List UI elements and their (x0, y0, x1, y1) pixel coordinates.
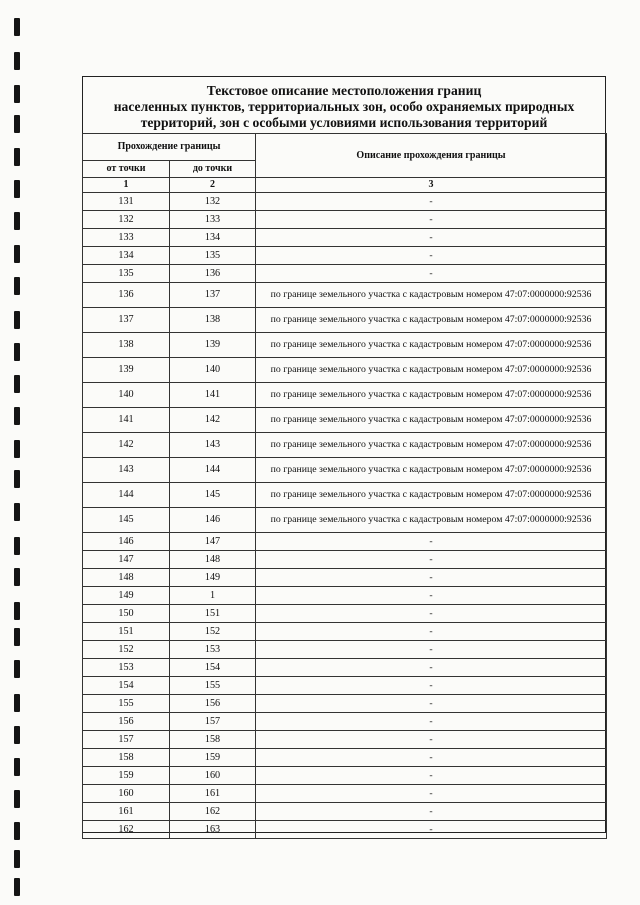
from-point-cell: 142 (83, 433, 170, 458)
header-to-point: до точки (170, 161, 256, 178)
to-point-cell: 143 (170, 433, 256, 458)
binding-hole (14, 660, 20, 678)
to-point-cell: 138 (170, 308, 256, 333)
from-point-cell: 147 (83, 551, 170, 569)
binding-hole (14, 407, 20, 425)
description-cell: - (256, 265, 607, 283)
binding-hole (14, 790, 20, 808)
from-point-cell: 132 (83, 211, 170, 229)
to-point-cell: 136 (170, 265, 256, 283)
binding-hole (14, 311, 20, 329)
to-point-cell: 152 (170, 623, 256, 641)
to-point-cell: 133 (170, 211, 256, 229)
table-row (83, 458, 607, 483)
table-row (83, 358, 607, 383)
document-frame (82, 76, 606, 833)
to-point-cell: 159 (170, 749, 256, 767)
description-cell: по границе земельного участка с кадастровым номером 47:07:0000000:92536 (256, 458, 607, 483)
description-cell: - (256, 533, 607, 551)
description-cell: - (256, 677, 607, 695)
binding-hole (14, 440, 20, 458)
table-row (83, 508, 607, 533)
description-cell: - (256, 641, 607, 659)
description-cell: - (256, 247, 607, 265)
description-cell: - (256, 695, 607, 713)
table-row (83, 533, 607, 551)
binding-hole (14, 18, 20, 36)
to-point-cell: 161 (170, 785, 256, 803)
table-row (83, 695, 607, 713)
from-point-cell: 155 (83, 695, 170, 713)
table-row (83, 587, 607, 605)
description-cell: - (256, 587, 607, 605)
binding-hole (14, 537, 20, 555)
to-point-cell: 153 (170, 641, 256, 659)
description-cell: - (256, 211, 607, 229)
to-point-cell: 134 (170, 229, 256, 247)
from-point-cell: 162 (83, 821, 170, 839)
description-cell: - (256, 569, 607, 587)
boundary-table (82, 133, 607, 839)
from-point-cell: 160 (83, 785, 170, 803)
from-point-cell: 157 (83, 731, 170, 749)
binding-hole (14, 822, 20, 840)
binding-hole (14, 277, 20, 295)
to-point-cell: 158 (170, 731, 256, 749)
table-row (83, 749, 607, 767)
header-from-point: от точки (83, 161, 170, 178)
binding-hole (14, 694, 20, 712)
table-row (83, 713, 607, 731)
to-point-cell: 149 (170, 569, 256, 587)
to-point-cell: 157 (170, 713, 256, 731)
from-point-cell: 154 (83, 677, 170, 695)
from-point-cell: 136 (83, 283, 170, 308)
from-point-cell: 148 (83, 569, 170, 587)
table-row (83, 659, 607, 677)
description-cell: - (256, 551, 607, 569)
description-cell: - (256, 659, 607, 677)
table-row (83, 731, 607, 749)
binding-hole (14, 602, 20, 620)
from-point-cell: 158 (83, 749, 170, 767)
from-point-cell: 144 (83, 483, 170, 508)
description-cell: - (256, 623, 607, 641)
table-row (83, 677, 607, 695)
from-point-cell: 143 (83, 458, 170, 483)
binding-holes (14, 0, 22, 905)
binding-hole (14, 628, 20, 646)
from-point-cell: 141 (83, 408, 170, 433)
to-point-cell: 144 (170, 458, 256, 483)
description-cell: - (256, 713, 607, 731)
description-cell: по границе земельного участка с кадастровым номером 47:07:0000000:92536 (256, 383, 607, 408)
from-point-cell: 131 (83, 193, 170, 211)
binding-hole (14, 148, 20, 166)
to-point-cell: 140 (170, 358, 256, 383)
to-point-cell: 132 (170, 193, 256, 211)
table-row (83, 569, 607, 587)
header-col-2: 2 (170, 178, 256, 193)
binding-hole (14, 726, 20, 744)
description-cell: - (256, 803, 607, 821)
description-cell: - (256, 229, 607, 247)
binding-hole (14, 245, 20, 263)
description-cell: по границе земельного участка с кадастровым номером 47:07:0000000:92536 (256, 283, 607, 308)
binding-hole (14, 850, 20, 868)
from-point-cell: 153 (83, 659, 170, 677)
to-point-cell: 155 (170, 677, 256, 695)
table-row (83, 821, 607, 839)
binding-hole (14, 503, 20, 521)
from-point-cell: 152 (83, 641, 170, 659)
table-body (83, 193, 607, 839)
to-point-cell: 141 (170, 383, 256, 408)
description-cell: по границе земельного участка с кадастровым номером 47:07:0000000:92536 (256, 308, 607, 333)
title-line-2: населенных пунктов, территориальных зон, особо охраняемых природных (113, 99, 575, 114)
to-point-cell: 142 (170, 408, 256, 433)
binding-hole (14, 52, 20, 70)
description-cell: по границе земельного участка с кадастровым номером 47:07:0000000:92536 (256, 358, 607, 383)
table-row (83, 383, 607, 408)
from-point-cell: 149 (83, 587, 170, 605)
to-point-cell: 145 (170, 483, 256, 508)
table-row (83, 605, 607, 623)
table-row (83, 211, 607, 229)
binding-hole (14, 568, 20, 586)
description-cell: по границе земельного участка с кадастровым номером 47:07:0000000:92536 (256, 408, 607, 433)
description-cell: по границе земельного участка с кадастровым номером 47:07:0000000:92536 (256, 433, 607, 458)
header-col-3: 3 (256, 178, 607, 193)
table-row (83, 408, 607, 433)
from-point-cell: 134 (83, 247, 170, 265)
description-cell: - (256, 605, 607, 623)
to-point-cell: 163 (170, 821, 256, 839)
table-row (83, 308, 607, 333)
from-point-cell: 139 (83, 358, 170, 383)
title-line-1: Текстовое описание местоположения границ (206, 83, 482, 98)
from-point-cell: 140 (83, 383, 170, 408)
from-point-cell: 161 (83, 803, 170, 821)
to-point-cell: 162 (170, 803, 256, 821)
binding-hole (14, 85, 20, 103)
to-point-cell: 148 (170, 551, 256, 569)
binding-hole (14, 878, 20, 896)
description-cell: - (256, 731, 607, 749)
to-point-cell: 135 (170, 247, 256, 265)
table-row (83, 229, 607, 247)
description-cell: - (256, 193, 607, 211)
title-line-3: территорий, зон с особыми условиями использования территорий (140, 115, 548, 130)
description-cell: - (256, 767, 607, 785)
to-point-cell: 146 (170, 508, 256, 533)
table-row (83, 433, 607, 458)
binding-hole (14, 115, 20, 133)
header-description: Описание прохождения границы (256, 134, 607, 178)
description-cell: - (256, 821, 607, 839)
description-cell: - (256, 749, 607, 767)
table-row (83, 333, 607, 358)
table-row (83, 265, 607, 283)
table-row (83, 283, 607, 308)
binding-hole (14, 375, 20, 393)
to-point-cell: 147 (170, 533, 256, 551)
table-row (83, 193, 607, 211)
from-point-cell: 156 (83, 713, 170, 731)
header-passage: Прохождение границы (83, 134, 256, 161)
to-point-cell: 139 (170, 333, 256, 358)
binding-hole (14, 343, 20, 361)
from-point-cell: 146 (83, 533, 170, 551)
to-point-cell: 151 (170, 605, 256, 623)
from-point-cell: 145 (83, 508, 170, 533)
from-point-cell: 133 (83, 229, 170, 247)
table-row (83, 551, 607, 569)
to-point-cell: 154 (170, 659, 256, 677)
table-row (83, 247, 607, 265)
document-title (83, 83, 605, 131)
binding-hole (14, 470, 20, 488)
to-point-cell: 1 (170, 587, 256, 605)
binding-hole (14, 180, 20, 198)
description-cell: - (256, 785, 607, 803)
description-cell: по границе земельного участка с кадастровым номером 47:07:0000000:92536 (256, 508, 607, 533)
table-row (83, 483, 607, 508)
table-row (83, 641, 607, 659)
table-row (83, 785, 607, 803)
from-point-cell: 151 (83, 623, 170, 641)
from-point-cell: 150 (83, 605, 170, 623)
description-cell: по границе земельного участка с кадастровым номером 47:07:0000000:92536 (256, 333, 607, 358)
header-col-1: 1 (83, 178, 170, 193)
from-point-cell: 137 (83, 308, 170, 333)
table-row (83, 767, 607, 785)
table-row (83, 803, 607, 821)
to-point-cell: 160 (170, 767, 256, 785)
to-point-cell: 137 (170, 283, 256, 308)
table-row (83, 623, 607, 641)
binding-hole (14, 212, 20, 230)
from-point-cell: 138 (83, 333, 170, 358)
from-point-cell: 135 (83, 265, 170, 283)
from-point-cell: 159 (83, 767, 170, 785)
to-point-cell: 156 (170, 695, 256, 713)
description-cell: по границе земельного участка с кадастровым номером 47:07:0000000:92536 (256, 483, 607, 508)
binding-hole (14, 758, 20, 776)
